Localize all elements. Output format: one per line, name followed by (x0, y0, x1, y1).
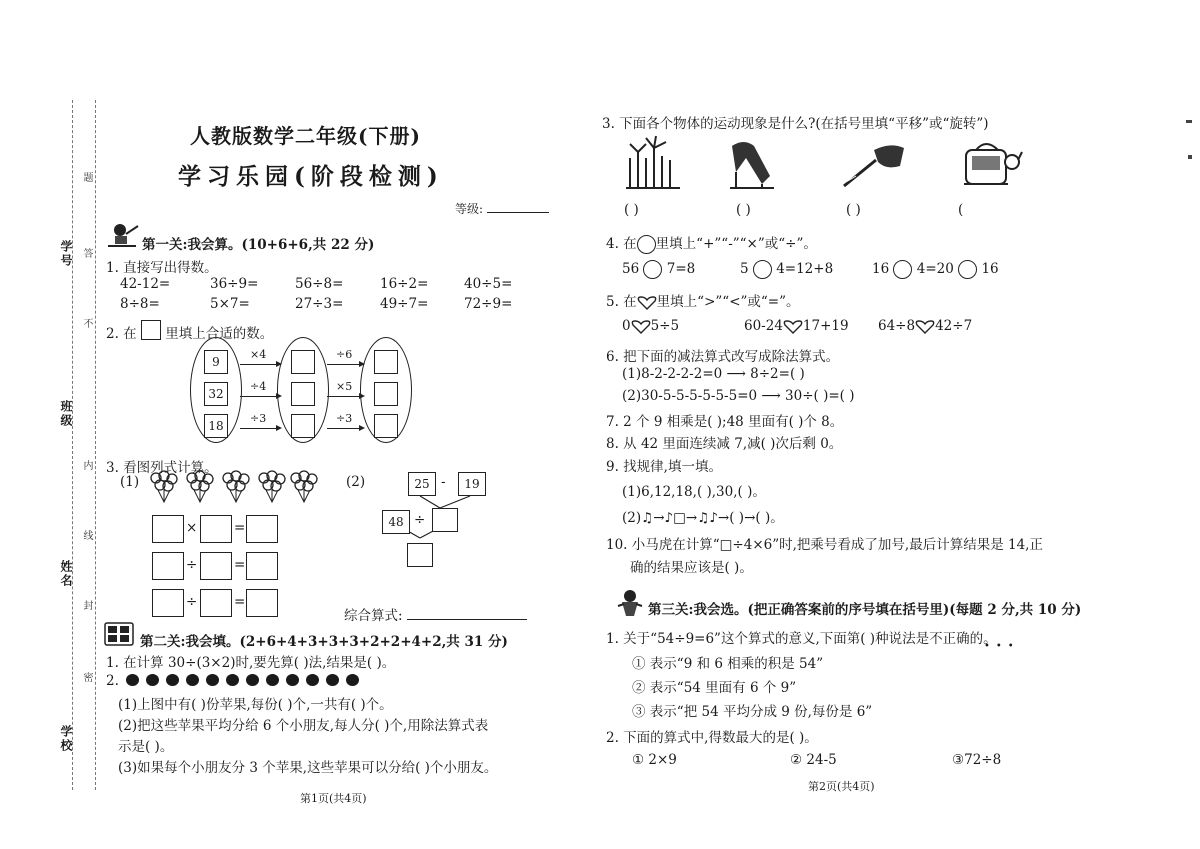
side-label-school: 学校 (59, 725, 73, 753)
calc-item: 5×7= (210, 296, 250, 312)
operator-label: ÷3 (336, 412, 353, 425)
calc-item: 16÷2= (380, 276, 429, 292)
combined-formula-label: 综合算式: (344, 604, 527, 624)
scan-mark (1186, 120, 1192, 123)
heart-icon[interactable] (783, 320, 803, 334)
knife-icon (838, 140, 908, 188)
q3-part2-label: (2) (346, 474, 366, 490)
p2-q8: 8. 从 42 里面连续减 7,减( )次后剩 0。 (606, 436, 843, 452)
p2-q6-a: (1)8-2-2-2-2=0 ⟶ 8÷2=( ) (622, 366, 805, 382)
answer-box[interactable] (407, 543, 433, 567)
operator-label: ×5 (336, 380, 353, 393)
heart-icon[interactable] (915, 320, 935, 334)
s3-q1: 1. 关于“54÷9=6”这个算式的意义,下面第( )种说法是不正确的。 (606, 631, 997, 647)
answer-box[interactable] (200, 552, 232, 580)
apple-icon (206, 674, 219, 686)
binding-line-outer (72, 100, 73, 790)
windmill-icon (624, 134, 684, 190)
s3-q2-option: ② 24-5 (790, 752, 837, 768)
page-title: 人教版数学二年级(下册) (190, 124, 421, 148)
tree-number: 48 (382, 510, 410, 534)
slide-icon (726, 136, 778, 192)
calc-item: 72÷9= (464, 296, 513, 312)
answer-box[interactable] (374, 382, 398, 406)
section1-header: 第一关:我会算。(10+6+6,共 22 分) (142, 237, 375, 253)
answer-box[interactable] (291, 414, 315, 438)
op-mul: × (186, 520, 198, 536)
s2-q2-a: (1)上图中有( )份苹果,每份( )个,一共有( )个。 (118, 697, 393, 713)
arrow (240, 396, 280, 397)
op-div: ÷ (186, 594, 198, 610)
apple-icon (346, 674, 359, 686)
p2-q10-line2: 确的结果应该是( )。 (630, 560, 753, 576)
answer-box[interactable] (200, 589, 232, 617)
op-div: ÷ (186, 557, 198, 573)
section-mascot-icon (106, 222, 140, 248)
s2-q2-label: 2. (106, 673, 119, 689)
s3-q1-option: ① 表示“9 和 6 相乘的积是 54” (632, 656, 824, 672)
answer-box[interactable] (291, 350, 315, 374)
number-box: 32 (204, 382, 228, 406)
s2-q2-c: (3)如果每个小朋友分 3 个苹果,这些苹果可以分给( )个小朋友。 (118, 760, 498, 776)
grade-label: 等级: (455, 200, 549, 217)
seal-char: 密 (81, 672, 92, 682)
arrow (327, 428, 363, 429)
answer-box[interactable] (246, 589, 278, 617)
side-label-student-id: 学号 (59, 240, 73, 268)
q4-item: 5 4=12+8 (740, 261, 834, 277)
emphasis-dots: ••• (984, 641, 1020, 652)
q3-part1-label: (1) (120, 474, 140, 490)
q5-item: 0 5÷5 (622, 318, 680, 334)
answer-paren[interactable]: ( ) (846, 202, 861, 218)
arrow (327, 364, 363, 365)
apple-icon (326, 674, 339, 686)
s3-q2: 2. 下面的算式中,得数最大的是( )。 (606, 730, 818, 746)
s3-q1-option: ② 表示“54 里面有 6 个 9” (632, 680, 797, 696)
calc-item: 56÷8= (295, 276, 344, 292)
seal-char: 线 (81, 530, 92, 540)
calc-item: 27÷3= (295, 296, 344, 312)
arrow (240, 364, 280, 365)
op-eq: = (234, 594, 246, 610)
calc-item: 42-12= (120, 276, 171, 292)
binding-line-inner (95, 100, 96, 790)
section3-mascot-icon (612, 588, 646, 618)
section3-header: 第三关:我会选。(把正确答案前的序号填在括号里)(每题 2 分,共 10 分) (648, 602, 1082, 618)
p2-q6-b: (2)30-5-5-5-5-5-5=0 ⟶ 30÷( )=( ) (622, 388, 855, 404)
answer-box[interactable] (374, 414, 398, 438)
seal-char: 内 (81, 460, 92, 470)
apple-row (126, 671, 366, 687)
calc-item: 49÷7= (380, 296, 429, 312)
answer-paren[interactable]: ( (958, 202, 964, 218)
s2-q2-b1: (2)把这些苹果平均分给 6 个小朋友,每人分( )个,用除法算式表 (118, 718, 489, 734)
calc-item: 40÷5= (464, 276, 513, 292)
fill-circle[interactable] (643, 260, 662, 279)
answer-box[interactable] (432, 508, 458, 532)
tree-number: 25 (408, 472, 436, 496)
fill-circle[interactable] (958, 260, 977, 279)
calc-item: 8÷8= (120, 296, 160, 312)
apple-icon (126, 674, 139, 686)
fill-circle[interactable] (893, 260, 912, 279)
operator-label: ÷3 (250, 412, 267, 425)
answer-box[interactable] (374, 350, 398, 374)
apple-icon (166, 674, 179, 686)
section2-header: 第二关:我会填。(2+6+4+3+3+3+2+2+4+2,共 31 分) (140, 634, 508, 650)
p2-q7: 7. 2 个 9 相乘是( );48 里面有( )个 8。 (606, 414, 844, 430)
p2-q9: 9. 找规律,填一填。 (606, 459, 722, 475)
number-box: 9 (204, 350, 228, 374)
operator-label: ÷6 (336, 348, 353, 361)
q4-item: 16 4=20 16 (872, 261, 999, 277)
scan-mark (1188, 155, 1192, 159)
answer-box[interactable] (291, 382, 315, 406)
answer-box[interactable] (152, 552, 184, 580)
apple-icon (306, 674, 319, 686)
number-box: 18 (204, 414, 228, 438)
sharpener-icon (960, 136, 1024, 192)
op-eq: = (234, 520, 246, 536)
tree-number: 19 (458, 472, 486, 496)
balloon-bunches-icon (146, 470, 318, 504)
side-label-name: 姓名 (59, 560, 73, 588)
apple-icon (286, 674, 299, 686)
s1-q3-label: 3. 看图列式计算。 (106, 460, 218, 476)
seal-char: 不 (81, 318, 92, 328)
arrow (240, 428, 280, 429)
calculator-icon (104, 622, 134, 646)
side-label-class: 班级 (59, 400, 73, 428)
tree-op: ÷ (414, 512, 426, 528)
apple-icon (246, 674, 259, 686)
s3-q1-option: ③ 表示“把 54 平均分成 9 份,每份是 6” (632, 704, 873, 720)
apple-icon (146, 674, 159, 686)
s2-q1: 1. 在计算 30÷(3×2)时,要先算( )法,结果是( )。 (106, 655, 396, 671)
seal-char: 题 (81, 172, 92, 182)
s1-q1-label: 1. 直接写出得数。 (106, 260, 218, 276)
fill-circle[interactable] (753, 260, 772, 279)
apple-icon (226, 674, 239, 686)
tree-op: - (441, 474, 446, 490)
s1-q2-label: 2. 在 里填上合适的数。 (106, 320, 273, 342)
p2-q9-b: (2)♫→♪□→♫♪→( )→( )。 (622, 510, 784, 526)
apple-icon (266, 674, 279, 686)
answer-box[interactable] (152, 589, 184, 617)
operator-label: ÷4 (250, 380, 267, 393)
answer-box[interactable] (246, 515, 278, 543)
op-eq: = (234, 557, 246, 573)
page1-footer: 第1页(共4页) (300, 792, 367, 805)
seal-char: 答 (81, 248, 92, 258)
s3-q2-option: ① 2×9 (632, 752, 677, 768)
p2-q9-a: (1)6,12,18,( ),30,( )。 (622, 484, 766, 500)
p2-q3: 3. 下面各个物体的运动现象是什么?(在括号里填“平移”或“旋转”) (602, 116, 989, 132)
answer-paren[interactable]: ( ) (624, 202, 639, 218)
apple-icon (186, 674, 199, 686)
heart-icon[interactable] (631, 320, 651, 334)
arrow (327, 396, 363, 397)
p2-q5: 5. 在 里填上“>”“<”或“=”。 (606, 294, 800, 310)
s2-q2-b2: 示是( )。 (118, 739, 174, 755)
q4-item: 56 7=8 (622, 261, 696, 277)
q5-item: 60-24 17+19 (744, 318, 849, 334)
seal-char: 封 (81, 600, 92, 610)
s3-q2-option: ③72÷8 (952, 752, 1002, 768)
answer-box[interactable] (200, 515, 232, 543)
answer-box[interactable] (152, 515, 184, 543)
answer-paren[interactable]: ( ) (736, 202, 751, 218)
p2-q4: 4. 在 里填上“+”“-”“×”或“÷”。 (606, 236, 817, 252)
calc-item: 36÷9= (210, 276, 259, 292)
p2-q6: 6. 把下面的减法算式改写成除法算式。 (606, 349, 840, 365)
page-subtitle: 学习乐园(阶段检测) (178, 163, 444, 190)
answer-box[interactable] (246, 552, 278, 580)
operator-label: ×4 (250, 348, 267, 361)
q5-item: 64÷8 42÷7 (878, 318, 973, 334)
p2-q10-line1: 10. 小马虎在计算“□÷4×6”时,把乘号看成了加号,最后计算结果是 14,正 (606, 537, 1043, 553)
page2-footer: 第2页(共4页) (808, 780, 875, 793)
